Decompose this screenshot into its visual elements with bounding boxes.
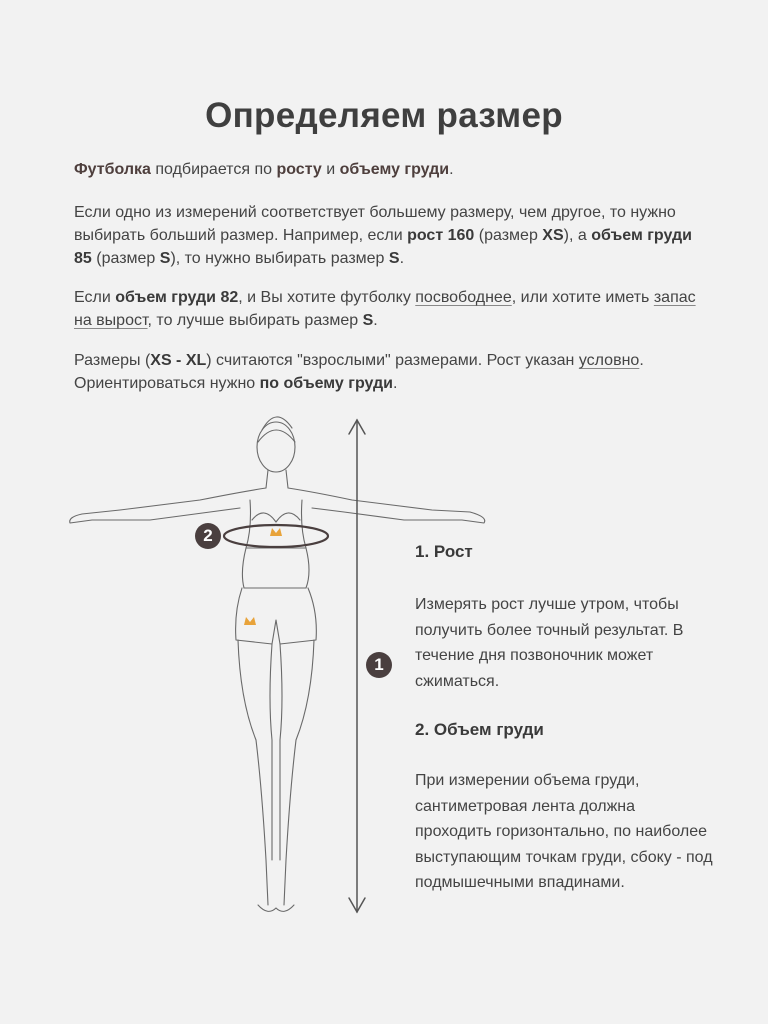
chest-text: При измерении объема груди, сантиметровая лента должна проходить горизонтально, по наиболее выступающим точкам груди, сбоку - под подмышечными впадинами.: [415, 772, 713, 891]
crown-icon: [270, 528, 282, 536]
rule-text: ), а: [563, 227, 592, 244]
rule-paragraph-1: [74, 201, 704, 270]
chest-heading: 2. Объем груди: [415, 720, 544, 739]
rule-text: ), то нужно выбирать размер: [170, 250, 389, 267]
rule-text: (размер: [91, 250, 160, 267]
rule-text: .: [373, 312, 378, 329]
height-text: Измерять рост лучше утром, чтобы получить более точный результат. В течение дня позвоночник может сжиматься.: [415, 596, 684, 690]
rule-bold: рост 160: [407, 227, 475, 244]
rule-bold: по объему груди: [259, 375, 393, 392]
hair-bun: [262, 417, 292, 430]
rule-text: , или хотите иметь: [511, 289, 654, 306]
rule-text: , то лучше выбирать размер: [147, 312, 363, 329]
right-arm-outline: [288, 488, 485, 523]
torso-outline: [242, 548, 309, 588]
rule-text: .: [399, 250, 405, 267]
rule-text: .: [393, 375, 398, 392]
rule-bold: XS - XL: [150, 352, 207, 369]
rule-text: Если одно из измерений соответствует большему размеру, чем другое, то нужно выбирать больший размер. Например, если: [74, 204, 676, 244]
height-arrow: [349, 420, 365, 912]
rule-bold: XS: [542, 227, 564, 244]
intro-text: .: [449, 161, 454, 178]
rule-bold: объем груди 85: [74, 227, 692, 267]
rule-underlined: условно: [578, 352, 640, 369]
rule-text: (размер: [474, 227, 543, 244]
neck-outline: [266, 470, 288, 488]
shorts-outline: [236, 588, 317, 644]
left-arm-outline: [70, 488, 266, 523]
intro-paragraph: [74, 158, 704, 181]
rule-bold: S: [388, 250, 400, 267]
right-leg-outline: [280, 640, 314, 905]
rule-text: . Ориентироваться нужно: [74, 352, 644, 392]
feet-outline: [258, 905, 294, 911]
height-word: росту: [276, 161, 322, 178]
rule-text: Размеры (: [74, 352, 151, 369]
chest-badge: 2: [195, 523, 221, 549]
intro-text: подбирается по: [150, 161, 277, 178]
rule-paragraph-2: [74, 286, 704, 332]
intro-text: и: [321, 161, 340, 178]
rule-underlined: запас на вырост: [74, 289, 696, 329]
hair-line: [258, 430, 295, 442]
left-leg-outline: [238, 640, 272, 905]
rule-text: , и Вы хотите футболку: [238, 289, 416, 306]
rule-text: ) считаются "взрослыми" размерами. Рост указан: [206, 352, 579, 369]
height-badge: 1: [366, 652, 392, 678]
height-heading: 1. Рост: [415, 542, 473, 561]
rule-paragraph-3: [74, 349, 704, 395]
rule-bold: S: [159, 250, 171, 267]
tshirt-word: Футболка: [74, 161, 151, 178]
rule-bold: S: [362, 312, 374, 329]
chest-word: объему груди: [339, 161, 450, 178]
rule-underlined: посвободнее: [415, 289, 512, 306]
crown-icon: [244, 617, 256, 625]
page-title: Определяем размер: [205, 96, 563, 135]
rule-bold: объем груди 82: [115, 289, 239, 306]
rule-text: Если: [74, 289, 116, 306]
bra-cups: [252, 513, 300, 522]
